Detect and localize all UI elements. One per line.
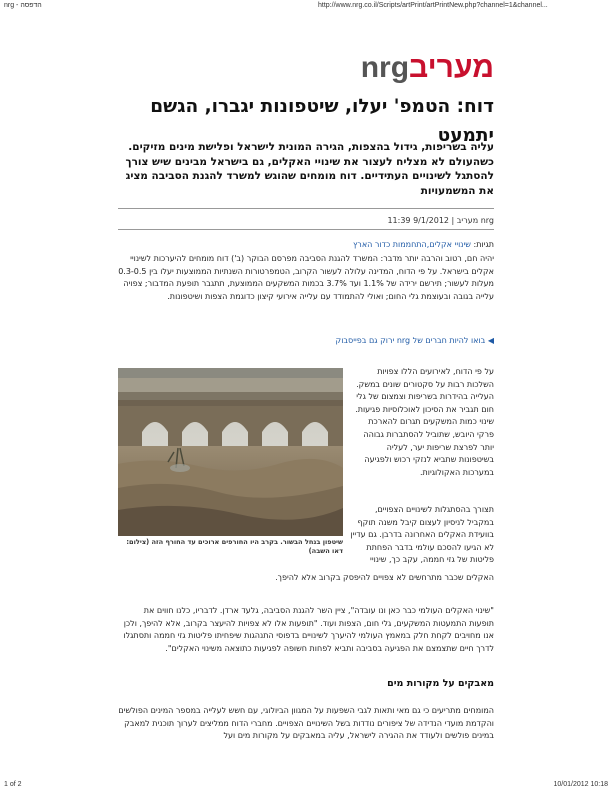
triangle-icon: ◀ (487, 336, 494, 345)
article-tags (353, 240, 494, 249)
page-url: http://www.nrg.co.il/Scripts/artPrint/artPrintNew.php?channel=1&channel... (318, 2, 548, 9)
paragraph-effects: על פי הדוח, לאירועים הללו צפויות השלכות רבות על סקטורים שונים במשק. העלייה בהידרות בשריפות וצמצום של גלי חום תגביר את הסיכון לאוכלוסיות פגיעות. שינוי כמות המשקעים תגרום להארכת פרקי היובש, שתוביל להסתברות גבוהה יותר לפרצת שריפות יער, לעליה בשיטפונות שתביא לנזקי רכוש ולפגיעה במערכות האקולוגיות. (355, 367, 494, 477)
paragraph-minister-quote: "שינוי האקלים העולמי כבר כאן ונו עובדה", ציין השר להגנת הסביבה, גלעד ארדן. לדבריו, כלנו חווים את תופעות התמעטות המשקעים, גלי חום, הצפות ועוד. "תופעות אלו לא צפויות להיעצר בקרוב, אלא להיפך, ולכן אנו מחויבים לקחת חלק במאמץ העולמי להיערך לשינויים בדפוסי התנהגות שיפחיתו פליטות גזי חממה ותסתגלו לדרך חיים שתצמצם את הפגיעה בסביבה ותביא לפחות חשופה לפגיעות כתוצאה משינוי האקלים". (123, 606, 494, 653)
tags-label: תגיות: (473, 240, 494, 249)
page-count: 1 of 2 (4, 781, 22, 788)
facebook-link-text[interactable]: בואו להיות חברים של nrg ירוק גם בפייסבוק (335, 336, 486, 345)
nrg-maariv-logo[interactable] (361, 52, 494, 84)
article-byline: nrg מעריב | 9/1/2012 11:39 (387, 216, 494, 225)
article-subtitle: עליה בשריפות, גידול בהצפות, הגירה המונית לישראל ופלישת מינים מזיקים. כשהעולם לא מצליח לעצור את שינויי האקלים, גם בישראל מבינים שיש צורך להסתגל לשינויים העתידיים. דוח מומחים שהוגש למשרד להגנת הסביבה מציג את המשמעויות (125, 141, 494, 197)
divider (118, 208, 494, 209)
flood-photo (118, 368, 343, 536)
logo-maariv: מעריב (409, 51, 494, 84)
paragraph-intro: יהיה חם, רטוב והרבה יותר מדבר: המשרד להגנת הסביבה מפרסם הבוקר (ב') דוח מומחים להיערכות לשינויי אקלים בישראל. על פי הדוח, המדינה עלולה לעשור הקרוב, הטמפרטורות השנתיות הממוצעות יעלו בין 0.3-0.5 מעלות לעשור; תירשם ירידה של 1.1% ועד 3.7% בכמות המשקעים הממוצעת, תתגבר תופעת המדבור; צפויה עלייה בגובה ובעוצמת גלי החום; ואולי להתמודד עם עלייה אירועי קיצון כדוגמת הצפות ושיטפונות. (118, 254, 494, 301)
section-heading: מאבקים על מקורות מים (387, 678, 494, 689)
paragraph-adaptation-tail: האקלים שכבר מתרחשים לא צפויים להיפסק בקרוב אלא להיפך. (275, 573, 494, 582)
tags-link[interactable]: שינויי אקלים,התחממות כדור הארץ (352, 240, 471, 249)
article-title: דוח: הטמפ' יעלו, שיטפונות יגברו, הגשם יתמעט (150, 96, 494, 146)
print-datetime: 10/01/2012 10:18 (553, 781, 608, 788)
photo-caption: שיטפון בנחל הבשור. בקרב היו החורפים ארוכים עד החורף הזה (צילום: דאו השבה) (126, 538, 343, 555)
paragraph-adaptation: תצורך בהסתגלות לשינויים הצפויים, במקביל לניסיון לעצום קיבל משנה תוקף בוועידת האקלים האחרונה בדרבן. גם עדיין לא הגיעו להסכם עולמי בדבר הפחתת פליטות של גזי חממה, עקב כך, שינויי (350, 505, 494, 565)
facebook-link[interactable] (336, 336, 494, 345)
paragraph-experts: המומחים מתריעים כי גם מאי ותאות לגבי השפעות על המגוון הביולוגי, עם חשש לעלייה במספר המינים הפולשים והקדמת מועדי הנדידה של ציפורים נודדות בשל השינויים הצפויים. מחברי הדוח ממליצים לערוך תוכנית למאבק במינים פולשים ולעודד את ההגירה לישראל, עליה במאבקים על מקורות מים ועל (118, 706, 494, 741)
logo-nrg: nrg (360, 51, 410, 84)
divider (118, 229, 494, 230)
browser-site-title: nrg - הדפסה (4, 2, 42, 9)
